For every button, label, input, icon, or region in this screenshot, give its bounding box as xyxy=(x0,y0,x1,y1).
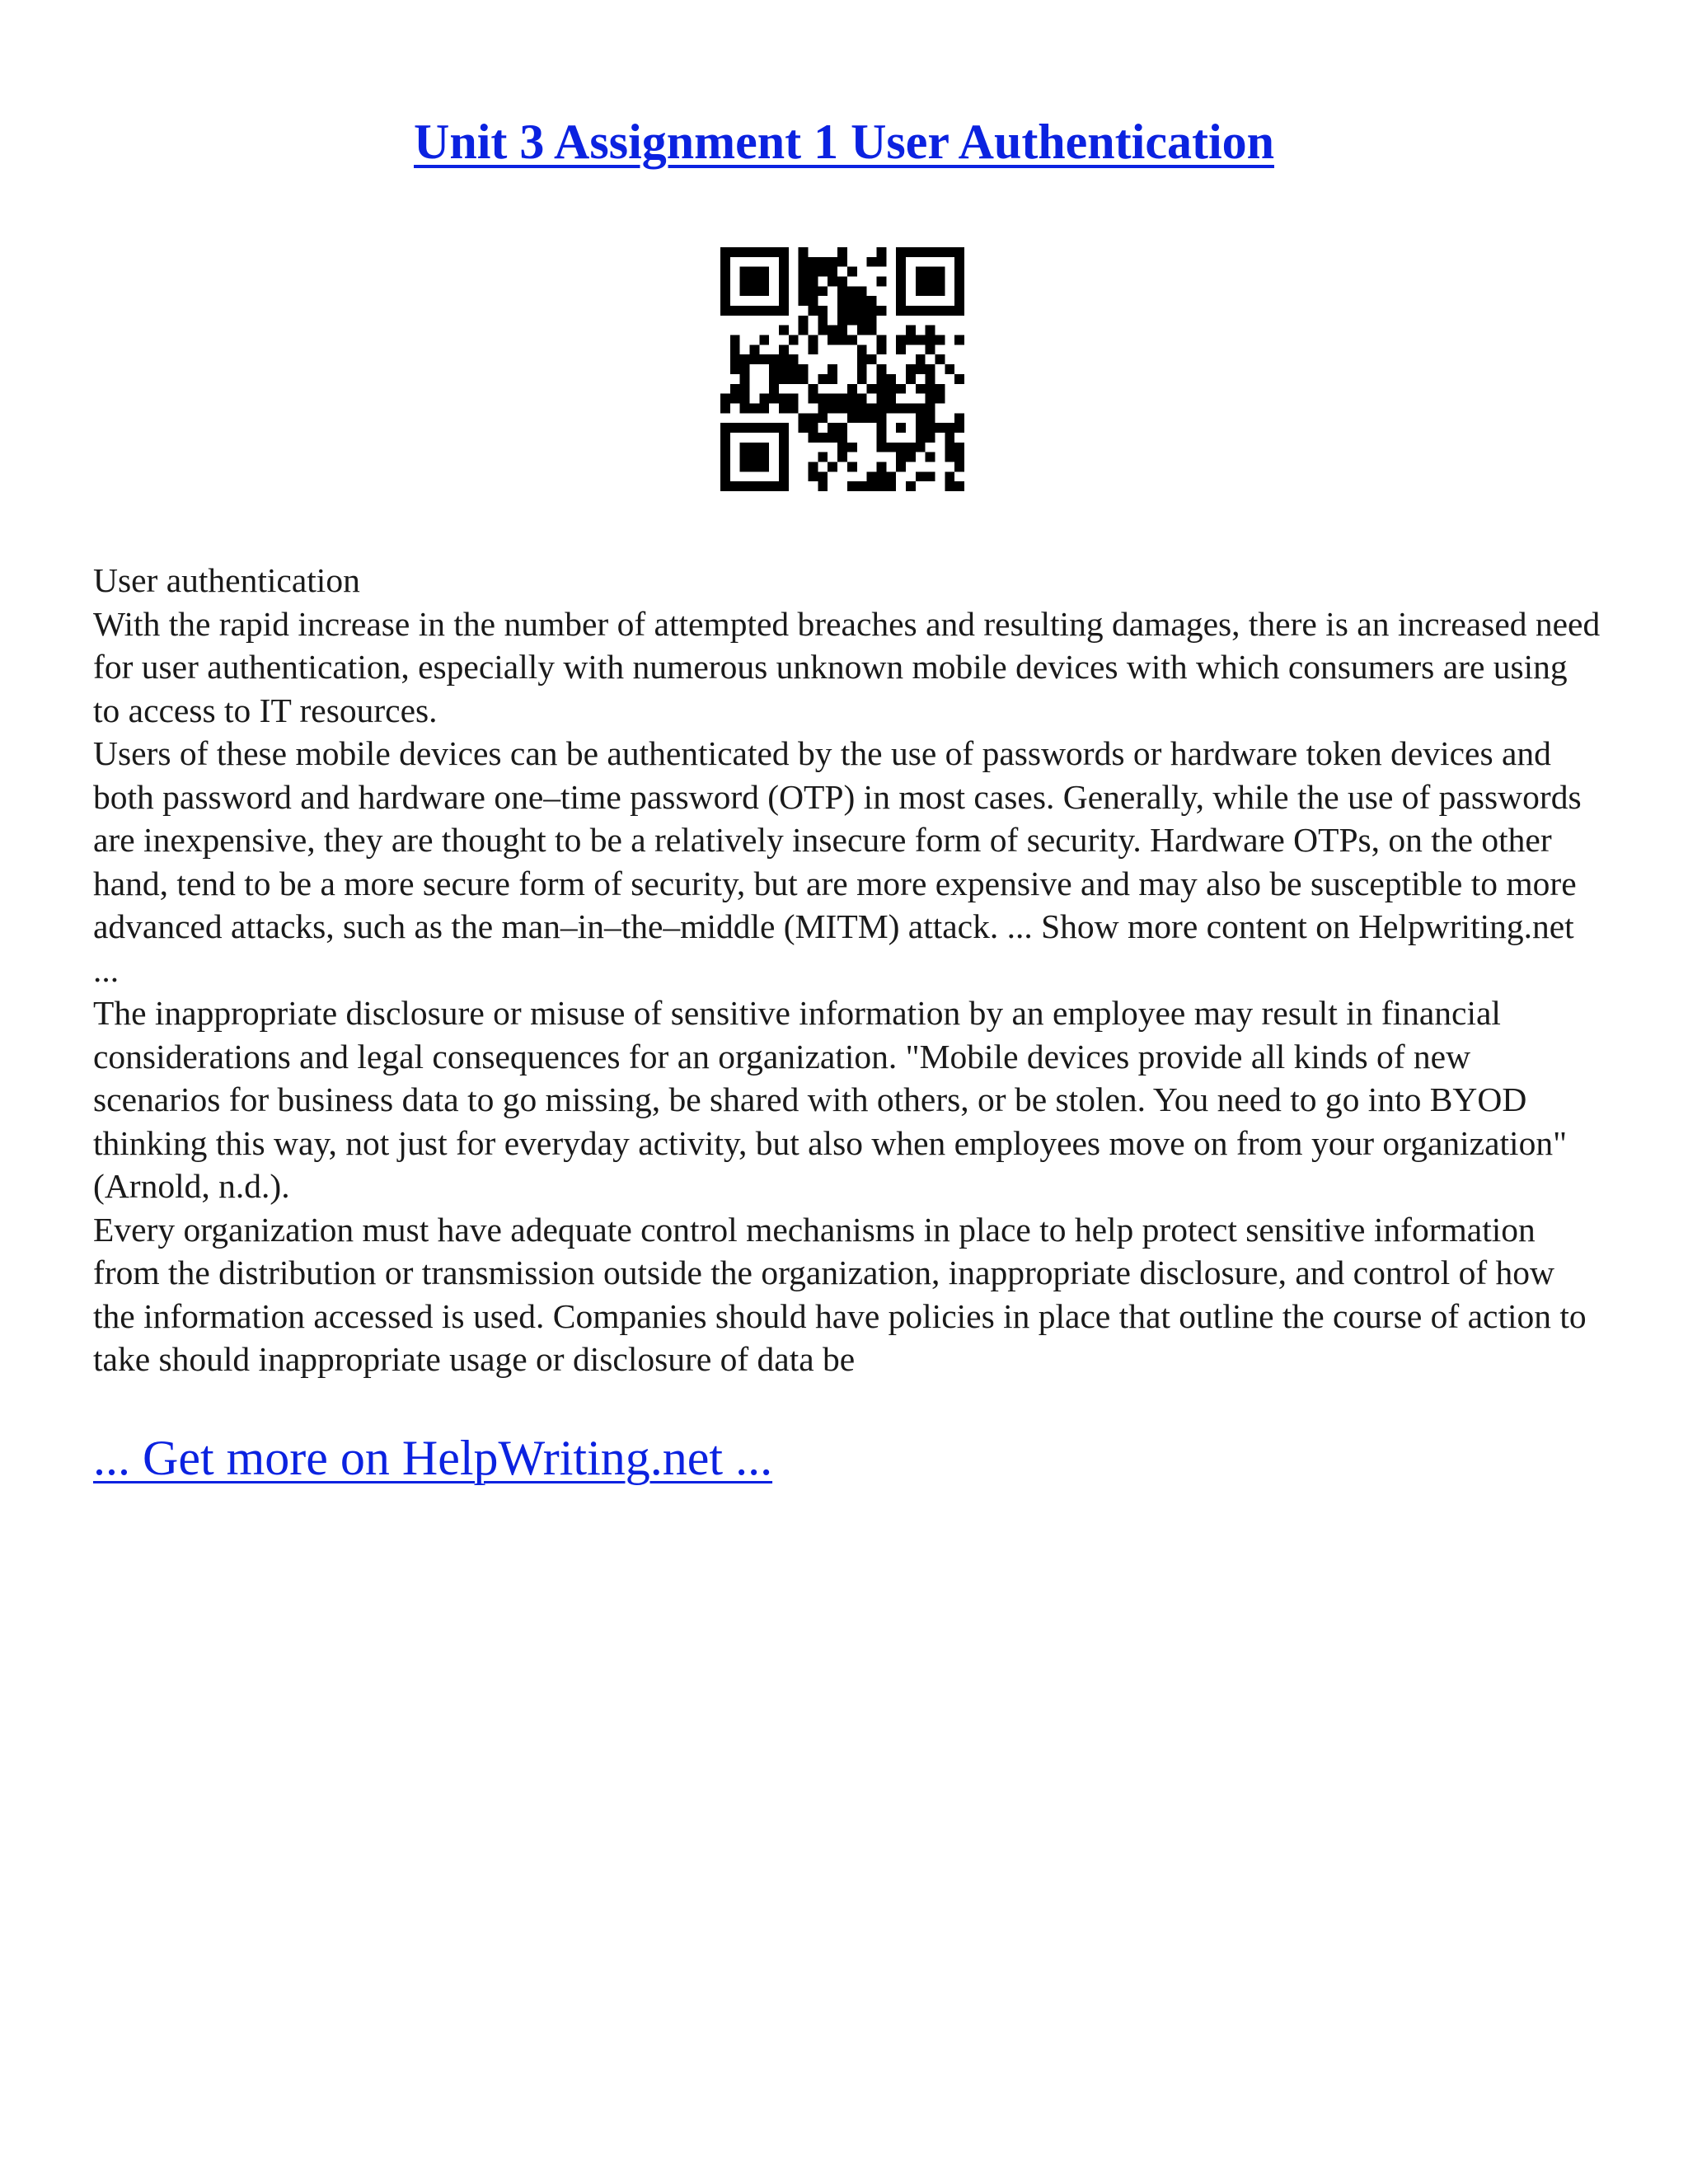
qr-code-icon xyxy=(720,247,964,491)
paragraph: Every organization must have adequate control mechanisms in place to help protect sensitive information from the distribution or transmission outside the organization, inappropriate disclosure, and control of how the information accessed is used. Companies should have policies in place that outline the course of action to take should inappropriate usage or disclosure of data be xyxy=(93,1210,1587,1378)
page-title-link[interactable]: Unit 3 Assignment 1 User Authentication xyxy=(414,115,1274,169)
paragraph: The inappropriate disclosure or misuse of sensitive information by an employee may result in financial considerations and legal consequences for an organization. "Mobile devices provide all kinds of new scenarios for business data to go missing, be shared with others, or be stolen. You need to go into BYOD thinking this way, not just for everyday activity, but also when employees move on from your organization" (Arnold, n.d.). xyxy=(93,994,1568,1205)
document-body xyxy=(93,559,1601,1381)
get-more-link[interactable]: ... Get more on HelpWriting.net ... xyxy=(93,1431,773,1485)
paragraph: With the rapid increase in the number of attempted breaches and resulting damages, there is an increased need for user authentication, especially with numerous unknown mobile devices with which consumers are using to access to IT resources. xyxy=(93,604,1601,729)
paragraph-heading: User authentication xyxy=(93,561,360,599)
paragraph: Users of these mobile devices can be authenticated by the use of passwords or hardware token devices and both password and hardware one–time password (OTP) in most cases. Generally, while the use of passwords are inexpensive, they are thought to be a relatively insecure form of security. Hardware OTPs, on the other hand, tend to be a more secure form of security, but are more expensive and may also be susceptible to more advanced attacks, such as the man–in–the–middle (MITM) attack. ... Show more content on Helpwriting.net ... xyxy=(93,734,1582,989)
title-container xyxy=(0,114,1688,171)
